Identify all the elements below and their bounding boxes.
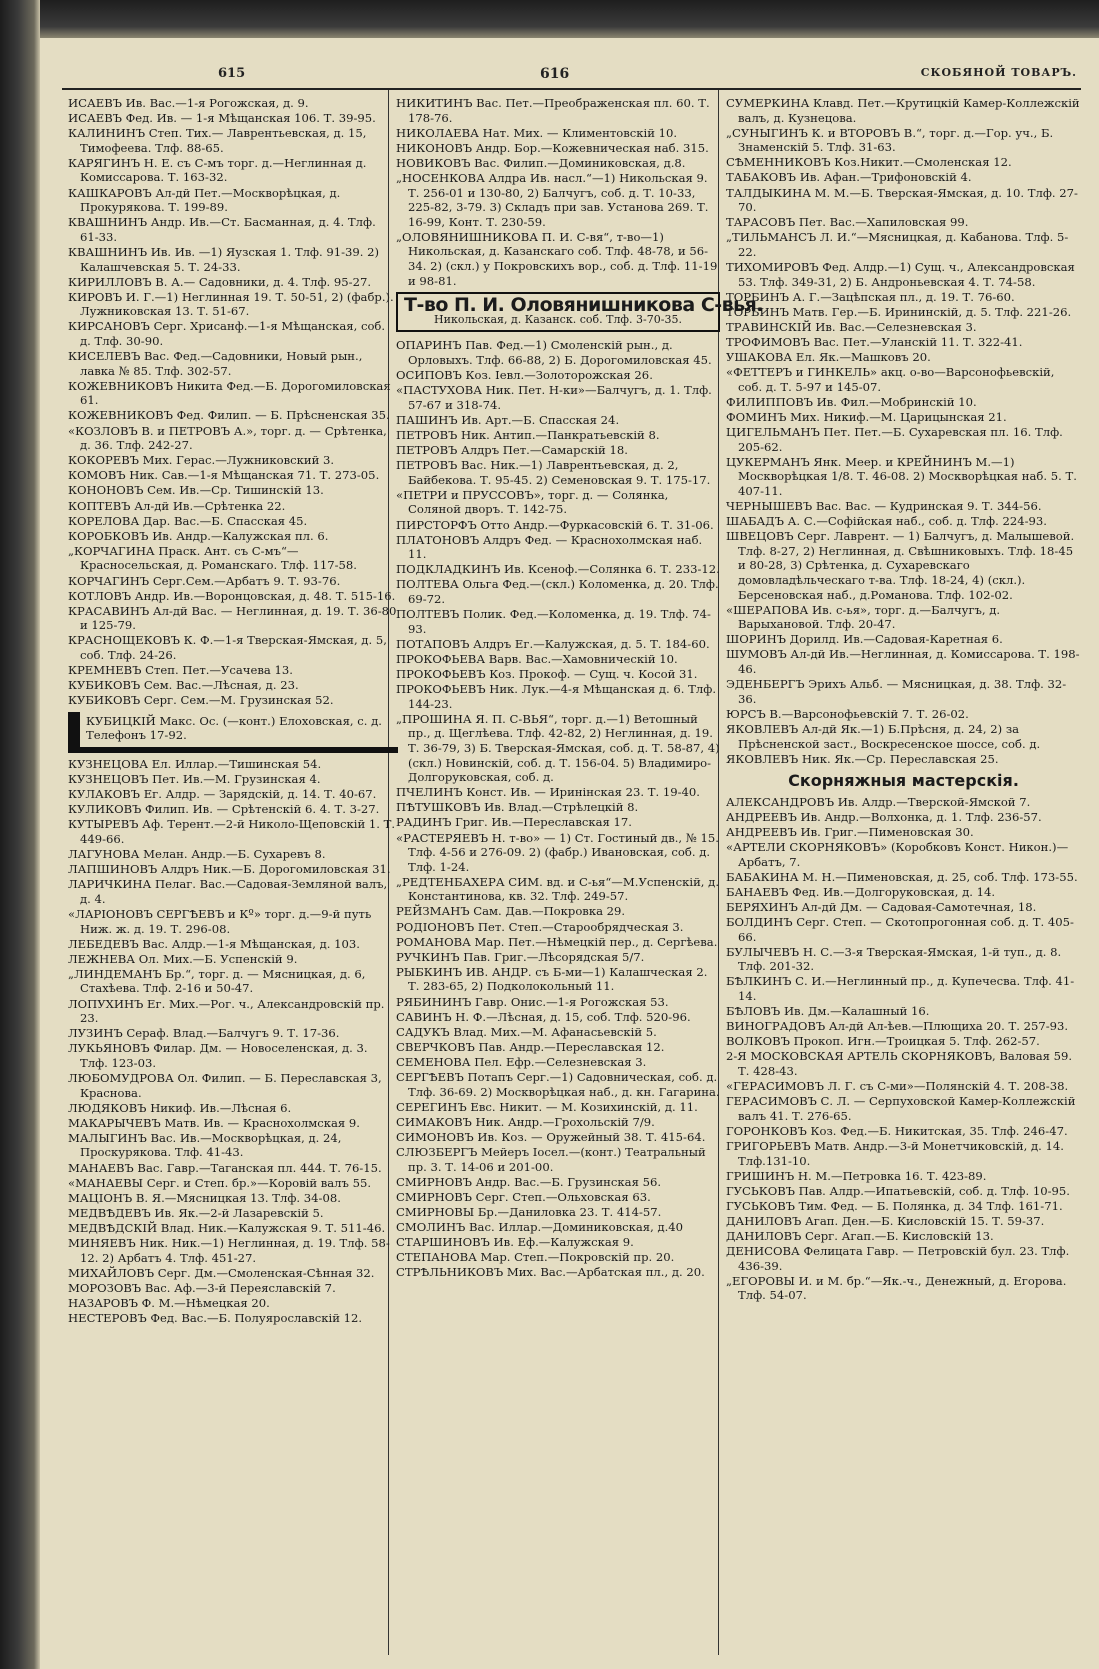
directory-entry: ЛЮДЯКОВЪ Никиф. Ив.—Лѣсная 6. xyxy=(68,1100,292,1115)
entry-list-2 xyxy=(396,96,720,288)
directory-entry: ФИЛИППОВЪ Ив. Фил.—Мобринскій 10. xyxy=(726,394,977,409)
directory-entry: БѢЛКИНЪ С. И.—Неглинный пр., д. Купечесва. Тлф. 41-14. xyxy=(726,974,1075,1004)
directory-entry: «РАСТЕРЯЕВЪ Н. т-во» — 1) Ст. Гостиный дв., № 15. Тлф. 4-56 и 276-09. 2) (фабр.) Ивановская, соб. д. Тлф. 1-24. xyxy=(396,830,719,874)
directory-entry: ТОРБИНЪ Матв. Гер.—Б. Ирининскій, д. 5. Тлф. 221-26. xyxy=(726,304,1072,319)
directory-entry: КУБИКОВЪ Серг. Сем.—М. Грузинская 52. xyxy=(68,693,334,708)
directory-entry: КАРЯГИНЪ Н. Е. съ С-мъ торг. д.—Неглинная д. Комиссарова. Т. 163-32. xyxy=(68,155,367,185)
directory-entry: КИРИЛЛОВЪ В. А.— Садовники, д. 4. Тлф. 95-27. xyxy=(68,274,372,289)
directory-entry: „КОРЧАГИНА Праск. Ант. съ С-мъ“—Красносельская, д. Романскаго. Тлф. 117-58. xyxy=(68,543,357,573)
directory-entry: НЕСТЕРОВЪ Фед. Вас.—Б. Полуярославскій 12. xyxy=(68,1311,363,1325)
directory-entry: ЮРСЪ В.—Варсонофьевскій 7. Т. 26-02. xyxy=(726,706,969,721)
directory-entry: МАЦІОНЪ В. Я.—Мясницкая 13. Тлф. 34-08. xyxy=(68,1190,341,1205)
directory-entry: ПРОКОФЬЕВЪ Ник. Лук.—4-я Мѣщанская д. 6. Тлф. 144-23. xyxy=(396,682,717,711)
directory-entry: ТАЛДЫКИНА М. М.—Б. Тверская-Ямская, д. 10. Тлф. 27-70. xyxy=(726,185,1078,215)
entry-list-1 xyxy=(68,96,398,708)
directory-entry: 2-Я МОСКОВСКАЯ АРТЕЛЬ СКОРНЯКОВЪ, Валовая 59. Т. 428-43. xyxy=(726,1049,1073,1078)
directory-entry: ШУМОВЪ Ал-дй Ив.—Неглинная, д. Комиссарова. Т. 198-46. xyxy=(726,647,1080,677)
directory-entry: „ЛИНДЕМАНЪ Бр.“, торг. д. — Мясницкая, д. 6, Стахѣева. Тлф. 2-16 и 50-47. xyxy=(68,966,366,996)
directory-entry: ИСАЕВЪ Фед. Ив. — 1-я Мѣщанская 106. Т. 39-95. xyxy=(68,111,376,126)
directory-entry: ШОРИНЪ Дорилд. Ив.—Садовая-Каретная 6. xyxy=(726,632,1003,647)
directory-entry: МИХАЙЛОВЪ Серг. Дм.—Смоленская-Сѣнная 32. xyxy=(68,1265,375,1280)
directory-entry: СѢМЕННИКОВЪ Коз.Никит.—Смоленская 12. xyxy=(726,155,1012,170)
header-rule xyxy=(62,88,1081,90)
directory-entry: ЦУКЕРМАНЪ Янк. Меер. и КРЕЙНИНЪ М.—1) Москворѣцкая 1/8. Т. 46-08. 2) Москворѣцкая наб. 5. Т. 407-11. xyxy=(726,454,1077,498)
book-gutter xyxy=(0,0,40,1669)
directory-entry: КРАСАВИНЪ Ал-дй Вас. — Неглинная, д. 19. Т. 36-80 и 125-79. xyxy=(68,603,397,633)
directory-entry: КУБИКОВЪ Сем. Вас.—Лѣсная, д. 23. xyxy=(68,678,299,693)
directory-page xyxy=(40,38,1099,1669)
section-heading: Скорняжныя мастерскія. xyxy=(788,771,1019,791)
directory-entry: РЕЙЗМАНЪ Сам. Дав.—Покровка 29. xyxy=(396,904,626,919)
directory-entry: СВЕРЧКОВЪ Пав. Андр.—Переславская 12. xyxy=(396,1039,665,1054)
directory-entry: ЛЕЖНЕВА Ол. Мих.—Б. Успенскій 9. xyxy=(68,951,298,966)
directory-entry: РЫБКИНЪ ИВ. АНДР. съ Б-ми—1) Калашческая 2. Т. 283-65, 2) Подколокольный 11. xyxy=(396,964,708,994)
directory-entry: АНДРЕЕВЪ Ив. Андр.—Волхонка, д. 1. Тлф. 236-57. xyxy=(726,809,1042,824)
column-3 xyxy=(726,96,1081,1304)
directory-entry: КОКОРЕВЪ Мих. Герас.—Лужниковский 3. xyxy=(68,453,335,468)
directory-entry: «ФЕТТЕРЪ и ГИНКЕЛЬ» акц. о-во—Варсонофьевскій, соб. д. Т. 5-97 и 145-07. xyxy=(726,365,1055,394)
directory-entry: ЛЕБЕДЕВЪ Вас. Алдр.—1-я Мѣщанская, д. 103. xyxy=(68,936,360,951)
directory-entry: ПОЛТЕВА Ольга Фед.—(скл.) Коломенка, д. 20. Тлф. 69-72. xyxy=(396,577,719,606)
directory-entry: ЛАПШИНОВЪ Алдръ Ник.—Б. Дорогомиловская 31. xyxy=(68,862,391,877)
directory-entry: „ТИЛЬМАНСЪ Л. И.“—Мясницкая, д. Кабанова. Тлф. 5-22. xyxy=(726,230,1069,259)
entry-list-1b xyxy=(68,757,398,1326)
directory-entry: ГРИГОРЬЕВЪ Матв. Андр.—3-й Монетчиковскій, д. 14. Тлф.131-10. xyxy=(726,1138,1064,1168)
directory-entry: „ОЛОВЯНИШНИКОВА П. И. С-вя“, т-во—1) Никольская, д. Казанскаго соб. Тлф. 48-78, и 56-34. 2) (скл.) у Покровскихъ вор., соб. д. Тлф. 11-19 и 98-81. xyxy=(396,229,718,288)
entry-list-2b xyxy=(396,338,720,1279)
directory-entry: СЛЮЗБЕРГЪ Мейеръ Іосел.—(конт.) Театральный пр. 3. Т. 14-06 и 201-00. xyxy=(396,1144,706,1174)
directory-entry: КВАШНИНЪ Ив. Ив. —1) Яузская 1. Тлф. 91-39. 2) Калашчевская 5. Т. 24-33. xyxy=(68,244,380,274)
directory-entry: КОМОВЪ Ник. Сав.—1-я Мѣщанская 71. Т. 273-05. xyxy=(68,468,380,483)
directory-entry: ПЕТРОВЪ Вас. Ник.—1) Лаврентьевская, д. 2, Байбекова. Т. 95-45. 2) Семеновская 9. Т. 175-17. xyxy=(396,458,711,487)
directory-entry: МАКАРЫЧЕВЪ Матв. Ив. — Краснохолмская 9. xyxy=(68,1115,360,1130)
directory-entry: ОСИПОВЪ Коз. Іевл.—Золоторожская 26. xyxy=(396,368,653,383)
oloveyanishnikov-advert xyxy=(396,292,764,332)
directory-entry: БЕРЯХИНЪ Ал-дй Дм. — Садовая-Самотечная, 18. xyxy=(726,899,1037,914)
kubitsky-advert: КУБИЦКІЙ Макс. Ос. (—конт.) Елоховская, с. д. Телефонъ 17-92. xyxy=(68,712,398,753)
directory-entry: КУТЫРЕВЪ Аф. Терент.—2-й Николо-Щеповскій 1. Т. 449-66. xyxy=(68,817,396,846)
directory-entry: ПОТАПОВЪ Алдръ Ег.—Калужская, д. 5. Т. 184-60. xyxy=(396,636,710,651)
directory-entry: РОМАНОВА Мар. Пет.—Нѣмецкій пер., д. Сергѣева. xyxy=(396,934,718,949)
directory-entry: „СУНЫГИНЪ К. и ВТОРОВЪ В.“, торг. д.—Гор. уч., Б. Знаменскій 5. Тлф. 31-63. xyxy=(726,125,1054,155)
directory-entry: КРАСНОЩЕКОВЪ К. Ф.—1-я Тверская-Ямская, д. 5, соб. Тлф. 24-26. xyxy=(68,633,387,662)
directory-entry: «ПЕТРИ и ПРУССОВЪ», торг. д. — Солянка, Соляной дворъ. Т. 142-75. xyxy=(396,487,669,517)
directory-entry: РЯБИНИНЪ Гавр. Онис.—1-я Рогожская 53. xyxy=(396,994,669,1009)
directory-entry: ГУСЬКОВЪ Тим. Фед. — Б. Полянка, д. 34 Тлф. 161-71. xyxy=(726,1198,1063,1213)
directory-entry: ПОДКЛАДКИНЪ Ив. Ксеноф.—Солянка 6. Т. 233-12. xyxy=(396,562,720,577)
directory-entry: УШАКОВА Ел. Як.—Машковъ 20. xyxy=(726,350,931,365)
directory-entry: ЦИГЕЛЬМАНЪ Пет. Пет.—Б. Сухаревская пл. 16. Тлф. 205-62. xyxy=(726,425,1063,454)
directory-entry: СТАРШИНОВЪ Ив. Еф.—Калужская 9. xyxy=(396,1235,634,1250)
directory-entry: НОВИКОВЪ Вас. Филип.—Доминиковская, д.8. xyxy=(396,155,686,170)
directory-entry: ТРАВИНСКІЙ Ив. Вас.—Селезневская 3. xyxy=(726,319,977,334)
directory-entry: КИРОВЪ И. Г.—1) Неглинная 19. Т. 50-51, 2) (фабр.). Лужниковская 13. Т. 51-67. xyxy=(68,289,394,319)
directory-entry: ЛОПУХИНЪ Ег. Мих.—Рог. ч., Александровскій пр. 23. xyxy=(68,996,385,1026)
directory-entry: ТАРАСОВЪ Пет. Вас.—Хапиловская 99. xyxy=(726,215,969,230)
advert-title: Т-во П. И. Оловянишникова С-вья. xyxy=(404,294,764,317)
directory-entry: КАЛИНИНЪ Степ. Тих.— Лаврентьевская, д. 15, Тимофеева. Тлф. 88-65. xyxy=(68,126,367,155)
directory-entry: СИМАКОВЪ Ник. Андр.—Грохольскій 7/9. xyxy=(396,1114,655,1129)
directory-entry: НИКОЛАЕВА Нат. Мих. — Климентовскій 10. xyxy=(396,125,678,140)
directory-entry: «МАНАЕВЫ Серг. и Степ. бр.»—Коровій валъ 55. xyxy=(68,1175,372,1190)
directory-entry: СМИРНОВЪ Андр. Вас.—Б. Грузинская 56. xyxy=(396,1174,662,1189)
directory-entry: КОЖЕВНИКОВЪ Никита Фед.—Б. Дорогомиловская 61. xyxy=(68,378,391,408)
directory-entry: ГУСЬКОВЪ Пав. Алдр.—Ипатьевскій, соб. д. Тлф. 10-95. xyxy=(726,1183,1070,1198)
page-top-shadow xyxy=(40,0,1099,38)
directory-entry: МАЛЫГИНЪ Вас. Ив.—Москворѣцкая, д. 24, Проскурякова. Тлф. 41-43. xyxy=(68,1130,342,1160)
directory-entry: СТРѢЛЬНИКОВЪ Мих. Вас.—Арбатская пл., д. 20. xyxy=(396,1265,705,1280)
directory-entry: БАНАЕВЪ Фед. Ив.—Долгоруковская, д. 14. xyxy=(726,884,996,899)
directory-entry: „НОСЕНКОВА Алдра Ив. насл.“—1) Никольская 9. Т. 256-01 и 130-80, 2) Балчугъ, соб. д. Т. 10-33, 225-82, 3-79. 3) Складъ при зав. Установа 269. Т. 16-99, Конт. Т. 230-59. xyxy=(396,170,709,229)
directory-entry: «ЛАРІОНОВЪ СЕРГѢЕВЪ и Кº» торг. д.—9-й путь Ниж. ж. д. 19. Т. 296-08. xyxy=(68,906,372,936)
directory-entry: КУЗНЕЦОВЪ Пет. Ив.—М. Грузинская 4. xyxy=(68,772,321,787)
directory-entry: МЕДВѢДЕВЪ Ив. Як.—2-й Лазаревскій 5. xyxy=(68,1205,324,1220)
directory-entry: СМИРНОВЪ Серг. Степ.—Ольховская 63. xyxy=(396,1189,651,1204)
directory-entry: ЭДЕНБЕРГЪ Эрихъ Альб. — Мясницкая, д. 38. Тлф. 32-36. xyxy=(726,677,1067,706)
directory-entry: СМИРНОВЫ Бр.—Даниловка 23. Т. 414-57. xyxy=(396,1204,662,1219)
directory-entry: ТАБАКОВЪ Ив. Афан.—Трифоновскій 4. xyxy=(726,170,972,185)
directory-entry: СЕМЕНОВА Пел. Ефр.—Селезневская 3. xyxy=(396,1054,647,1069)
directory-entry: БАБАКИНА М. Н.—Пименовская, д. 25, соб. Тлф. 173-55. xyxy=(726,869,1078,884)
directory-entry: ШАБАДЪ А. С.—Софійская наб., соб. д. Тлф. 224-93. xyxy=(726,514,1047,529)
running-title: СКОБЯНОЙ ТОВАРЪ. xyxy=(920,66,1077,79)
directory-entry: БУЛЫЧЕВЪ Н. С.—3-я Тверская-Ямская, 1-й туп., д. 8. Тлф. 201-32. xyxy=(726,944,1062,974)
directory-entry: КВАШНИНЪ Андр. Ив.—Ст. Басманная, д. 4. Тлф. 61-33. xyxy=(68,215,376,244)
directory-entry: ПИРСТОРФЪ Отто Андр.—Фуркасовскій 6. Т. 31-06. xyxy=(396,517,714,532)
entry-list-3b xyxy=(726,795,1081,1303)
directory-entry: ЛАРИЧКИНА Пелаг. Вас.—Садовая-Земляной валъ, д. 4. xyxy=(68,877,388,906)
directory-entry: ПОЛТЕВЪ Полик. Фед.—Коломенка, д. 19. Тлф. 74-93. xyxy=(396,607,711,636)
directory-entry: ПЛАТОНОВЪ Алдръ Фед. — Краснохолмская наб. 11. xyxy=(396,532,703,562)
directory-entry: РУЧКИНЪ Пав. Григ.—Лѣсорядская 5/7. xyxy=(396,949,645,964)
directory-entry: ПѢТУШКОВЪ Ив. Влад.—Стрѣлецкій 8. xyxy=(396,800,639,815)
directory-entry: „ЕГОРОВЫ И. и М. бр.“—Як.-ч., Денежный, д. Егорова. Тлф. 54-07. xyxy=(726,1273,1067,1303)
directory-entry: ГОРОНКОВЪ Коз. Фед.—Б. Никитская, 35. Тлф. 246-47. xyxy=(726,1123,1068,1138)
directory-entry: НИКОНОВЪ Андр. Бор.—Кожевническая наб. 315. xyxy=(396,140,709,155)
column-1 xyxy=(68,96,398,1326)
directory-entry: ТИХОМИРОВЪ Фед. Алдр.—1) Сущ. ч., Александровская 53. Тлф. 349-31, 2) Б. Андроньевская 4. Т. 74-58. xyxy=(726,260,1075,289)
directory-entry: ПАШИНЪ Ив. Арт.—Б. Спасская 24. xyxy=(396,412,620,427)
directory-entry: КОНОНОВЪ Сем. Ив.—Ср. Тишинскій 13. xyxy=(68,483,324,498)
directory-entry: ВИНОГРАДОВЪ Ал-дй Ал-ѣев.—Плющиха 20. Т. 257-93. xyxy=(726,1019,1069,1034)
directory-entry: СЕРГѢЕВЪ Потапъ Серг.—1) Садовническая, соб. д. Тлф. 36-69. 2) Москворѣцкая наб., д. кн. Гагарина. xyxy=(396,1070,720,1099)
directory-entry: КАШКАРОВЪ Ал-дй Пет.—Москворѣцкая, д. Прокурякова. Т. 199-89. xyxy=(68,185,341,215)
directory-entry: ЯКОВЛЕВЪ Ник. Як.—Ср. Переславская 25. xyxy=(726,751,999,766)
directory-entry: «ГЕРАСИМОВЪ Л. Г. съ С-ми»—Полянскій 4. Т. 208-38. xyxy=(726,1079,1069,1094)
directory-entry: ЧЕРНЫШЕВЪ Вас. Вас. — Кудринская 9. Т. 344-56. xyxy=(726,499,1042,514)
directory-entry: КРЕМНЕВЪ Степ. Пет.—Усачева 13. xyxy=(68,663,293,678)
directory-entry: НИКИТИНЪ Вас. Пет.—Преображенская пл. 60. Т. 178-76. xyxy=(396,96,710,125)
directory-entry: МОРОЗОВЪ Вас. Аф.—3-й Переяславскій 7. xyxy=(68,1280,336,1295)
directory-entry: ГЕРАСИМОВЪ С. Л. — Серпуховской Камер-Коллежскій валъ 41. Т. 276-65. xyxy=(726,1094,1076,1123)
directory-entry: СМОЛИНЪ Вас. Иллар.—Доминиковская, д.40 xyxy=(396,1219,684,1234)
directory-entry: САВИНЪ Н. Ф.—Лѣсная, д. 15, соб. Тлф. 520-96. xyxy=(396,1009,691,1024)
page-number: 616 xyxy=(540,66,570,82)
directory-entry: «ШЕРАПОВА Ив. с-ья», торг. д.—Балчугъ, д. Варыхановой. Тлф. 20-47. xyxy=(726,602,1001,632)
directory-entry: КОРЕЛОВА Дар. Вас.—Б. Спасская 45. xyxy=(68,513,308,528)
directory-entry: ГРИШИНЪ Н. М.—Петровка 16. Т. 423-89. xyxy=(726,1168,987,1183)
directory-entry: СТЕПАНОВА Мар. Степ.—Покровскій пр. 20. xyxy=(396,1250,675,1265)
directory-entry: ЯКОВЛЕВЪ Ал-дй Як.—1) Б.Прѣсня, д. 24, 2) за Прѣсненской заст., Воскресенское шоссе, соб. д. xyxy=(726,721,1041,751)
directory-entry: ФОМИНЪ Мих. Никиф.—М. Царицынская 21. xyxy=(726,409,1007,424)
directory-entry: ВОЛКОВЪ Прокоп. Игн.—Троицкая 5. Тлф. 262-57. xyxy=(726,1034,1040,1049)
directory-entry: «АРТЕЛИ СКОРНЯКОВЪ» (Коробковъ Конст. Никон.)—Арбатъ, 7. xyxy=(726,840,1069,869)
directory-entry: КУЗНЕЦОВА Ел. Иллар.—Тишинская 54. xyxy=(68,757,322,772)
directory-entry: ПРОКОФЬЕВА Варв. Вас.—Хамовническій 10. xyxy=(396,651,678,666)
directory-entry: БОЛДИНЪ Серг. Степ. — Скотопрогонная соб. д. Т. 405-66. xyxy=(726,915,1074,944)
directory-entry: ДЕНИСОВА Фелицата Гавр. — Петровскій бул. 23. Тлф. 436-39. xyxy=(726,1244,1070,1273)
directory-entry: СЕРЕГИНЪ Евс. Никит. — М. Козихинскій, д. 11. xyxy=(396,1099,698,1114)
directory-entry: КУЛИКОВЪ Филип. Ив. — Срѣтенскій 6. 4. Т. 3-27. xyxy=(68,802,380,817)
directory-entry: МИНЯЕВЪ Ник. Ник.—1) Неглинная, д. 19. Тлф. 58-12. 2) Арбатъ 4. Тлф. 451-27. xyxy=(68,1236,390,1265)
directory-entry: НАЗАРОВЪ Ф. М.—Нѣмецкая 20. xyxy=(68,1295,270,1310)
directory-entry: СУМЕРКИНА Клавд. Пет.—Крутицкій Камер-Коллежскій валъ, д. Кузнецова. xyxy=(726,96,1080,125)
directory-entry: ШВЕЦОВЪ Серг. Лаврент. — 1) Балчугъ, д. Малышевой. Тлф. 8-27, 2) Неглинная, д. Свѣшниковыхъ. Тлф. 18-45 и 80-28, 3) Срѣтенка, д. Сухаревскаго домовладѣльческаго т-ва. Тлф. 18-24, 4) (скл.). Берсеновская наб., д.Романова. Тлф. 102-02. xyxy=(726,529,1075,602)
directory-entry: „ПРОШИНА Я. П. С-ВЬЯ“, торг. д.—1) Ветошный пр., д. Щеглѣева. Тлф. 42-82, 2) Неглинная, д. 19. Т. 36-79, 3) Б. Тверская-Ямская, соб. д. Т. 58-87, 4) (скл.) Новинскій, соб. д. Т. 156-04. 5) Владимиро-Долгоруковская, соб. д. xyxy=(396,711,720,785)
directory-entry: «ПАСТУХОВА Ник. Пет. Н-ки»—Балчугъ, д. 1. Тлф. 57-67 и 318-74. xyxy=(396,383,712,412)
directory-entry: ДАНИЛОВЪ Агап. Ден.—Б. Кисловскій 15. Т. 59-37. xyxy=(726,1213,1045,1228)
directory-entry: ЛУКЬЯНОВЪ Филар. Дм. — Новоселенская, д. 3. Тлф. 123-03. xyxy=(68,1041,368,1070)
directory-entry: ПЧЕЛИНЪ Конст. Ив. — Иринінская 23. Т. 19-40. xyxy=(396,785,700,800)
directory-entry: ПЕТРОВЪ Алдръ Пет.—Самарскій 18. xyxy=(396,443,628,458)
directory-entry: КОТЛОВЪ Андр. Ив.—Воронцовская, д. 48. Т. 515-16. xyxy=(68,588,396,603)
directory-entry: ТОРБИНЪ А. Г.—Зацѣпская пл., д. 19. Т. 76-60. xyxy=(726,289,1015,304)
directory-entry: СИМОНОВЪ Ив. Коз. — Оружейный 38. Т. 415-64. xyxy=(396,1129,706,1144)
directory-entry: КОПТЕВЪ Ал-дй Ив.—Срѣтенка 22. xyxy=(68,498,286,513)
directory-entry: САДУКЪ Влад. Мих.—М. Афанасьевскій 5. xyxy=(396,1024,657,1039)
directory-entry: КИРСАНОВЪ Серг. Хрисанф.—1-я Мѣщанская, соб. д. Тлф. 30-90. xyxy=(68,319,386,348)
directory-entry: КОЖЕВНИКОВЪ Фед. Филип. — Б. Прѣсненская 35. xyxy=(68,408,390,423)
directory-entry: „РЕДТЕНБАХЕРА СИМ. вд. и С-ья“—М.Успенскій, д. Константинова, кв. 32. Тлф. 249-57. xyxy=(396,874,720,904)
directory-entry: КОРОБКОВЪ Ив. Андр.—Калужская пл. 6. xyxy=(68,528,329,543)
directory-entry: ЛЮБОМУДРОВА Ол. Филип. — Б. Переславская 3, Краснова. xyxy=(68,1071,382,1100)
directory-entry: ДАНИЛОВЪ Серг. Агап.—Б. Кисловскій 13. xyxy=(726,1229,994,1244)
directory-entry: «КОЗЛОВЪ В. и ПЕТРОВЪ А.», торг. д. — Срѣтенка, д. 36. Тлф. 242-27. xyxy=(68,423,387,453)
column-2 xyxy=(396,96,764,1280)
left-page-number: 615 xyxy=(218,66,246,81)
directory-entry: БѢЛОВЪ Ив. Дм.—Калашный 16. xyxy=(726,1004,930,1019)
advert-subtitle: Никольская, д. Казанск. соб. Тлф. 3-70-35. xyxy=(434,312,682,326)
directory-entry: ПЕТРОВЪ Ник. Антип.—Панкратьевскій 8. xyxy=(396,427,660,442)
directory-entry: РОДІОНОВЪ Пет. Степ.—Старообрядческая 3. xyxy=(396,919,684,934)
directory-entry: ОПАРИНЪ Пав. Фед.—1) Смоленскій рын., д. Орловыхъ. Тлф. 66-88, 2) Б. Дорогомиловская 45. xyxy=(396,338,712,367)
directory-entry: ЛУЗИНЪ Сераф. Влад.—Балчугъ 9. Т. 17-36. xyxy=(68,1026,340,1041)
directory-entry: ИСАЕВЪ Ив. Вас.—1-я Рогожская, д. 9. xyxy=(68,96,309,110)
directory-entry: ЛАГУНОВА Мелан. Андр.—Б. Сухаревъ 8. xyxy=(68,847,326,862)
directory-entry: ПРОКОФЬЕВЪ Коз. Прокоф. — Сущ. ч. Косой 31. xyxy=(396,666,698,681)
directory-entry: РАДИНЪ Григ. Ив.—Переславская 17. xyxy=(396,815,632,830)
directory-entry: АНДРЕЕВЪ Ив. Григ.—Пименовская 30. xyxy=(726,825,974,839)
directory-entry: КУЛАКОВЪ Ег. Алдр. — Зарядскій, д. 14. Т. 40-67. xyxy=(68,787,377,802)
entry-list-3 xyxy=(726,96,1081,766)
directory-entry: МАНАЕВЪ Вас. Гавр.—Таганская пл. 444. Т. 76-15. xyxy=(68,1160,382,1175)
directory-entry: МЕДВѢДСКІЙ Влад. Ник.—Калужская 9. Т. 511-46. xyxy=(68,1220,386,1235)
directory-entry: АЛЕКСАНДРОВЪ Ив. Алдр.—Тверской-Ямской 7. xyxy=(726,794,1031,809)
directory-entry: КИСЕЛЕВЪ Вас. Фед.—Садовники, Новый рын., лавка № 85. Тлф. 302-57. xyxy=(68,349,363,378)
directory-entry: КОРЧАГИНЪ Серг.Сем.—Арбатъ 9. Т. 93-76. xyxy=(68,573,341,588)
directory-entry: ТРОФИМОВЪ Вас. Пет.—Уланскій 11. Т. 322-41. xyxy=(726,335,1023,349)
